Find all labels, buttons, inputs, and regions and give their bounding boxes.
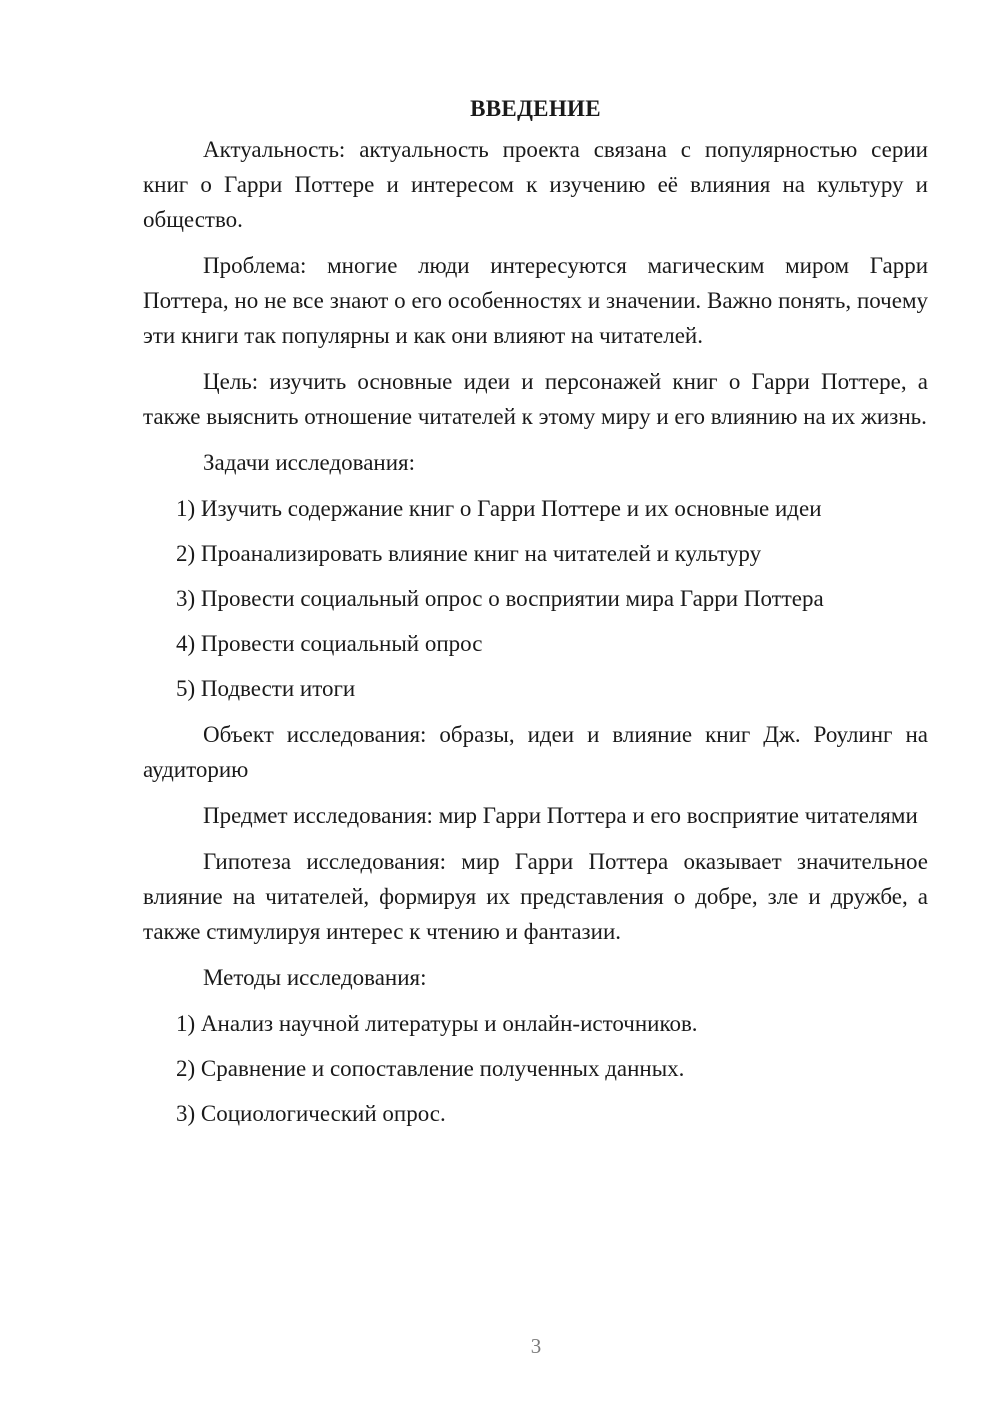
task-item: 3) Провести социальный опрос о восприятии мира Гарри Поттера [176, 586, 824, 611]
method-item: 1) Анализ научной литературы и онлайн-источников. [176, 1011, 698, 1036]
methods-heading: Методы исследования: [203, 965, 427, 990]
subject-paragraph: Предмет исследования: мир Гарри Поттера и его восприятие читателями [203, 803, 918, 828]
hypothesis-paragraph: Гипотеза исследования: мир Гарри Поттера оказывает значительное влияние на читателей, формируя их представления о добре, зле и дружбе, а также стимулируя интерес к чтению и фантазии. [143, 849, 928, 944]
method-item: 2) Сравнение и сопоставление полученных данных. [176, 1056, 685, 1081]
page-content [143, 94, 928, 1142]
relevance-paragraph: Актуальность: актуальность проекта связана с популярностью серии книг о Гарри Поттере и интересом к изучению её влияния на культуру и общество. [143, 137, 928, 232]
problem-paragraph: Проблема: многие люди интересуются магическим миром Гарри Поттера, но не все знают о его особенностях и значении. Важно понять, почему эти книги так популярны и как они влияют на читателей. [143, 253, 928, 348]
section-title: ВВЕДЕНИЕ [470, 96, 601, 121]
task-item: 1) Изучить содержание книг о Гарри Поттере и их основные идеи [176, 496, 822, 521]
task-item: 2) Проанализировать влияние книг на читателей и культуру [176, 541, 762, 566]
task-item: 4) Провести социальный опрос [176, 631, 483, 656]
tasks-heading: Задачи исследования: [203, 450, 416, 475]
methods-list [143, 1006, 928, 1131]
goal-paragraph: Цель: изучить основные идеи и персонажей книг о Гарри Поттере, а также выяснить отношение читателей к этому миру и его влиянию на их жизнь. [143, 369, 928, 429]
method-item: 3) Социологический опрос. [176, 1101, 446, 1126]
task-item: 5) Подвести итоги [176, 676, 356, 701]
page-number: 3 [530, 1334, 542, 1358]
tasks-list [143, 491, 928, 706]
object-paragraph: Объект исследования: образы, идеи и влияние книг Дж. Роулинг на аудиторию [143, 722, 928, 782]
